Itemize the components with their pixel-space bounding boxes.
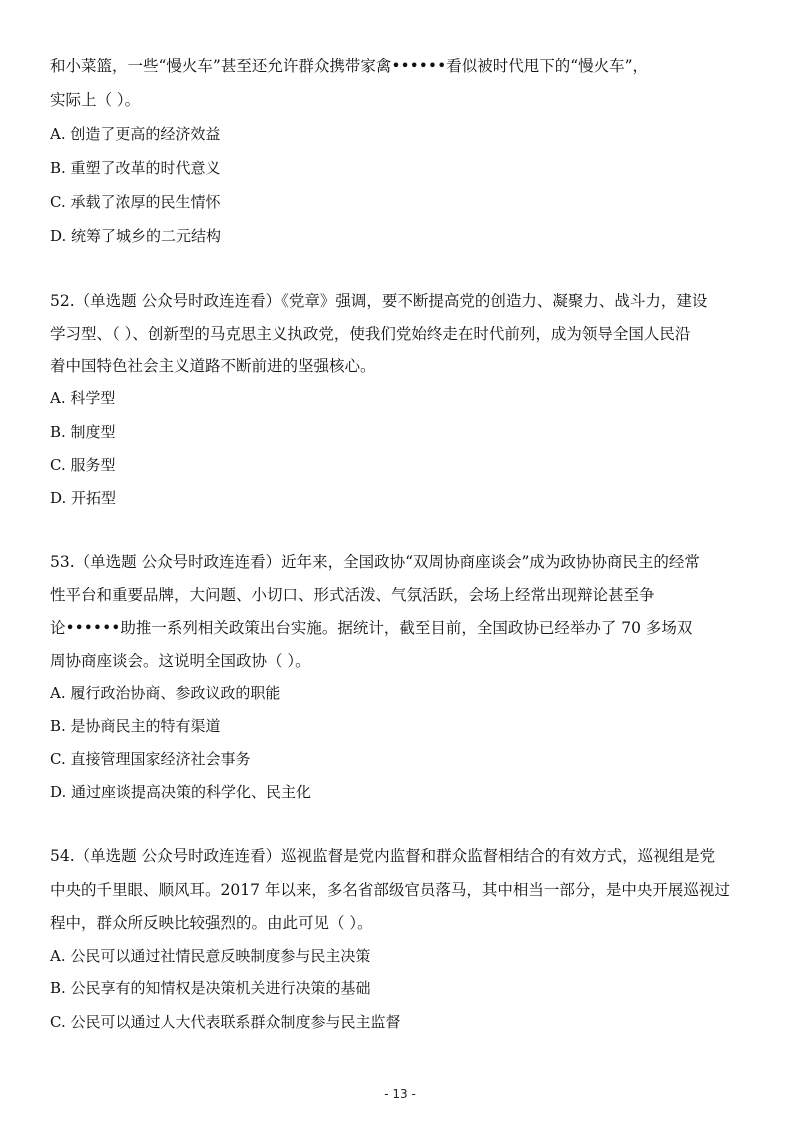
q54-stem-line-3: 程中，群众所反映比较强烈的。由此可见（ ）。 <box>50 914 373 932</box>
q54-option-c: C. 公民可以通过人大代表联系群众制度参与民主监督 <box>50 1013 401 1031</box>
q52-stem-line-3: 着中国特色社会主义道路不断前进的坚强核心。 <box>50 357 376 375</box>
q54-stem-line-1: 54.（单选题 公众号时政连连看）巡视监督是党内监督和群众监督相结合的有效方式，巡视组是党 <box>50 847 716 865</box>
q51-option-d: D. 统筹了城乡的二元结构 <box>50 227 222 245</box>
q53-stem-line-2: 性平台和重要品牌，大问题、小切口、形式活泼、气氛活跃，会场上经常出现辩论甚至争 <box>50 586 655 604</box>
q51-option-b: B. 重塑了改革的时代意义 <box>50 159 221 177</box>
q52-option-d: D. 开拓型 <box>50 489 117 507</box>
q54-stem-line-2: 中央的千里眼、顺风耳。2017 年以来，多名省部级官员落马，其中相当一部分，是中央开展巡视过 <box>50 881 730 899</box>
q51-stem-line-1: 和小菜篮，一些“慢火车”甚至还允许群众携带家禽••••••看似被时代甩下的“慢火车”， <box>50 57 649 75</box>
q52-stem-line-1: 52.（单选题 公众号时政连连看）《党章》强调，要不断提高党的创造力、凝聚力、战斗力，建设 <box>50 292 708 310</box>
q53-option-d: D. 通过座谈提高决策的科学化、民主化 <box>50 783 312 801</box>
q54-option-a: A. 公民可以通过社情民意反映制度参与民主决策 <box>50 947 371 965</box>
q51-option-a: A. 创造了更高的经济效益 <box>50 125 221 143</box>
q53-option-a: A. 履行政治协商、参政议政的职能 <box>50 684 281 702</box>
q52-option-a: A. 科学型 <box>50 389 116 407</box>
q53-stem-line-3: 论••••••助推一系列相关政策出台实施。据统计，截至目前，全国政协已经举办了 70 多场双 <box>50 619 693 637</box>
page-number: - 13 - <box>384 1087 416 1101</box>
q53-stem-line-4: 周协商座谈会。这说明全国政协（ ）。 <box>50 652 311 670</box>
q52-option-c: C. 服务型 <box>50 456 116 474</box>
q51-stem-line-2: 实际上（ ）。 <box>50 91 141 109</box>
q52-stem-line-2: 学习型、（ ）、创新型的马克思主义执政党，使我们党始终走在时代前列，成为领导全国人民沿 <box>50 325 691 343</box>
q52-option-b: B. 制度型 <box>50 423 116 441</box>
q54-option-b: B. 公民享有的知情权是决策机关进行决策的基础 <box>50 979 371 997</box>
q53-stem-line-1: 53.（单选题 公众号时政连连看）近年来，全国政协“双周协商座谈会”成为政协协商民主的经常 <box>50 553 700 571</box>
q51-option-c: C. 承载了浓厚的民生情怀 <box>50 193 221 211</box>
q53-option-b: B. 是协商民主的特有渠道 <box>50 717 221 735</box>
q53-option-c: C. 直接管理国家经济社会事务 <box>50 750 251 768</box>
